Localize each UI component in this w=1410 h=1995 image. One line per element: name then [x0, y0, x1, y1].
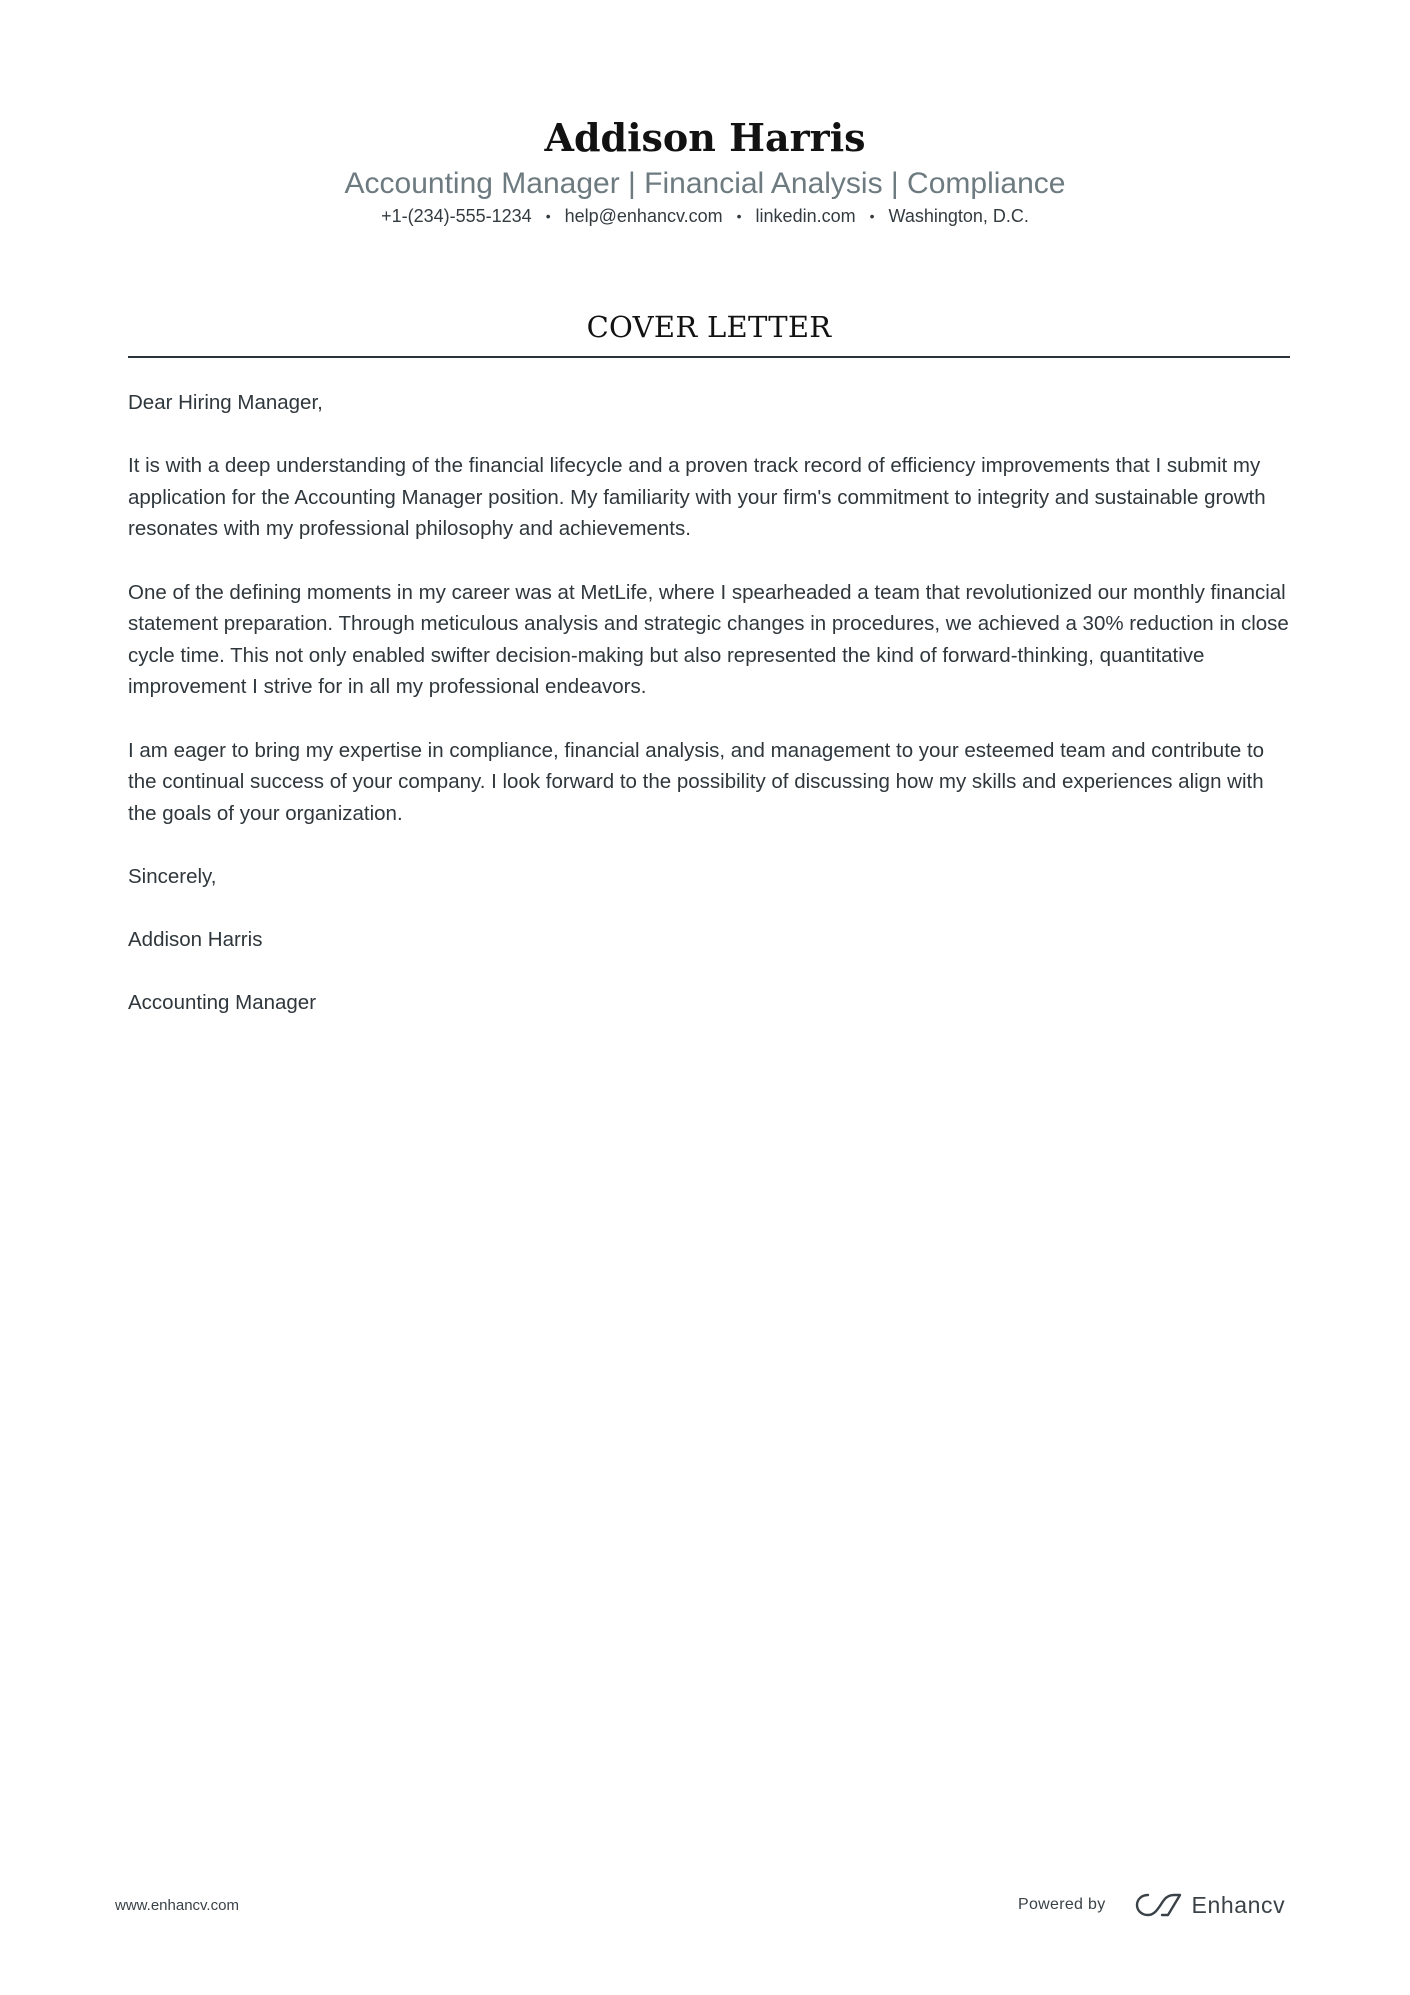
- signature-name: Addison Harris: [128, 928, 263, 952]
- contact-location: Washington, D.C.: [888, 206, 1029, 226]
- contact-separator: •: [736, 208, 742, 224]
- powered-by-label: Powered by: [1018, 1896, 1106, 1913]
- letter-paragraph: I am eager to bring my expertise in compliance, financial analysis, and management to your esteemed team and contribute to the continual success of your company. I look forward to the possibility of discussing how my skills and experiences align with the goals of your organization.: [128, 738, 1265, 825]
- contact-separator: •: [869, 208, 875, 224]
- section-divider: [128, 356, 1290, 358]
- enhancv-brand-text[interactable]: Enhancv: [1191, 1891, 1286, 1918]
- contact-phone: +1-(234)-555-1234: [381, 206, 532, 226]
- letter-salutation: Dear Hiring Manager,: [128, 391, 323, 414]
- contact-linkedin[interactable]: linkedin.com: [755, 206, 856, 226]
- letter-paragraph: It is with a deep understanding of the financial lifecycle and a proven track record of efficiency improvements that I submit my application for the Accounting Manager position. My familiarity with your firm's commitment to integrity and sustainable growth resonates with my professional philosophy and achievements.: [128, 454, 1266, 541]
- signature-title: Accounting Manager: [128, 991, 317, 1015]
- footer-branding: [1018, 1888, 1285, 1922]
- contact-info: [0, 204, 1410, 228]
- letter-closing: Sincerely,: [128, 864, 217, 888]
- resume-header: [0, 112, 1410, 228]
- letter-body: [128, 387, 1290, 1050]
- letter-paragraph: One of the defining moments in my career was at MetLife, where I spearheaded a team that revolutionized our monthly financial statement preparation. Through meticulous analysis and strategic changes in procedures, we achieved a 30% reduction in close cycle time. This not only enabled swifter decision-making but also represented the kind of forward-thinking, quantitative improvement I strive for in all my professional endeavors.: [128, 580, 1289, 699]
- enhancv-logo-icon: [1134, 1891, 1182, 1919]
- footer-website[interactable]: www.enhancv.com: [115, 1897, 239, 1914]
- applicant-name: Addison Harris: [544, 115, 866, 160]
- section-title: COVER LETTER: [586, 310, 832, 344]
- contact-email[interactable]: help@enhancv.com: [564, 206, 723, 226]
- applicant-headline: Accounting Manager | Financial Analysis | Compliance: [344, 167, 1066, 200]
- contact-separator: •: [545, 208, 551, 224]
